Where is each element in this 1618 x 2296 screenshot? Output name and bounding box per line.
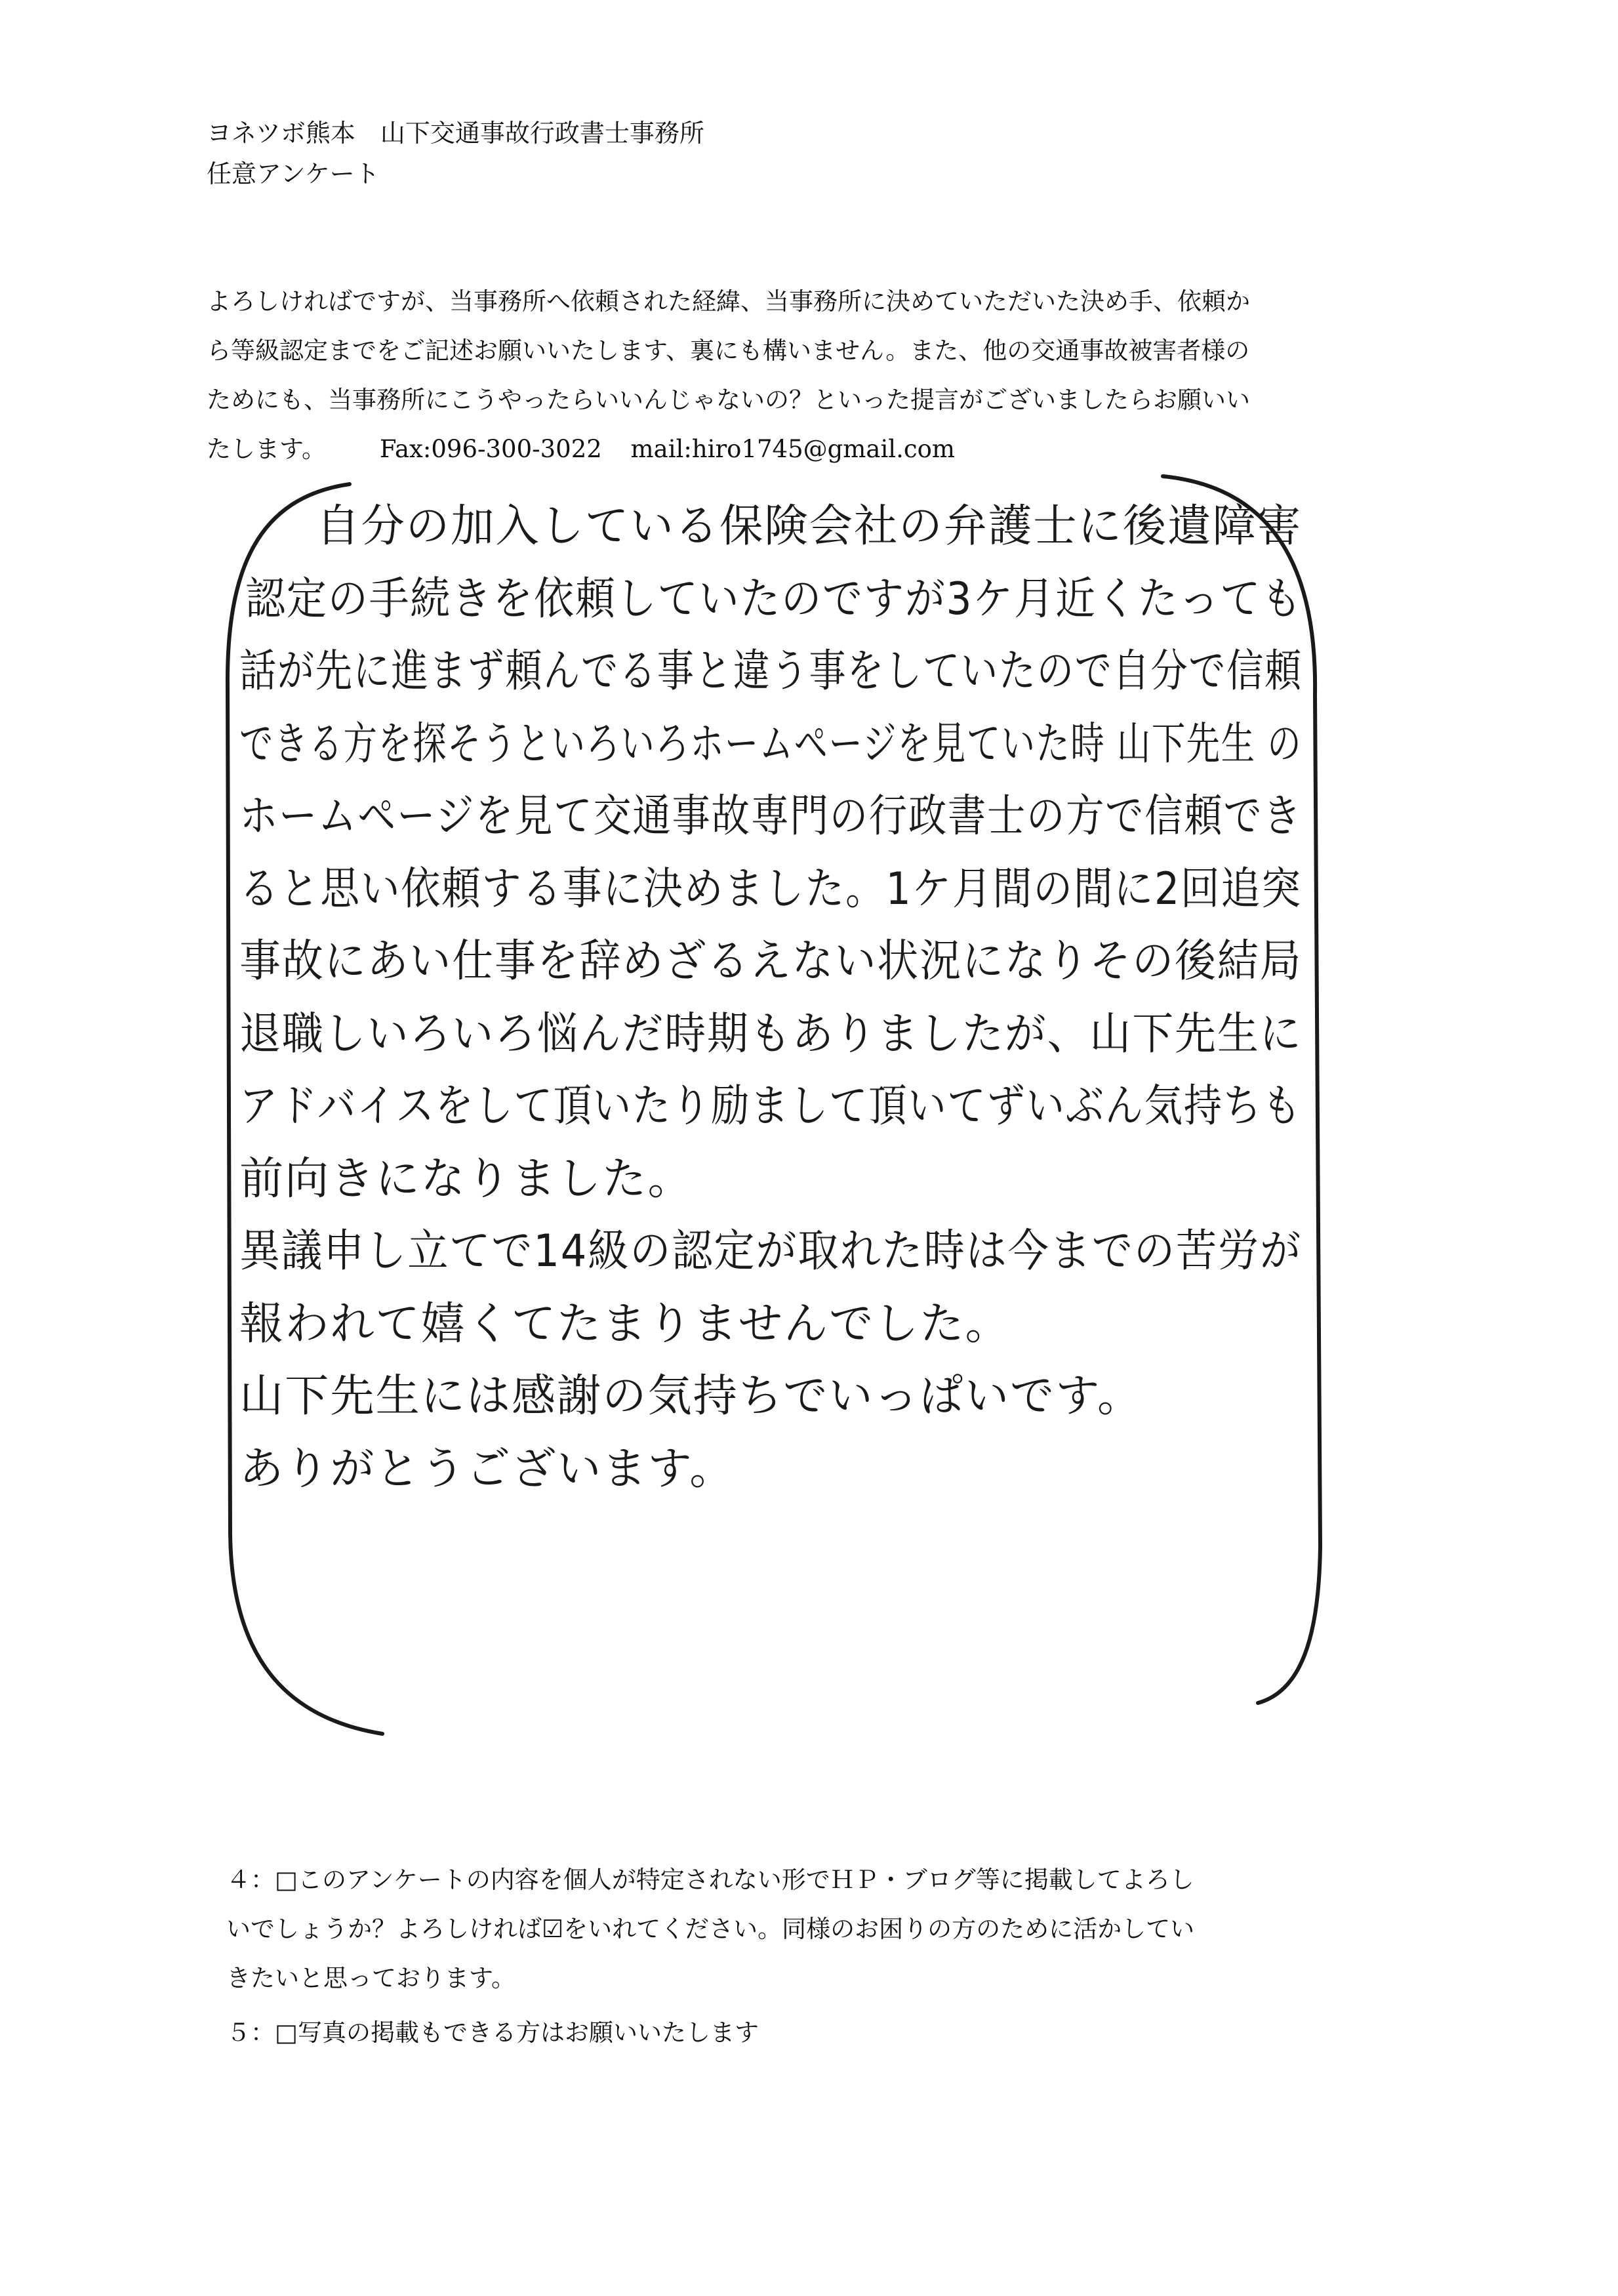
question-4-line: いでしょうか？よろしければ☑をいれてください。同様のお困りの方のために活かしてい [226,1915,1195,1943]
handwritten-response [239,491,1315,1506]
handwritten-line: 話が先に進まず頼んでる事と違う事をしていたので自分で信頼 [239,646,1303,697]
intro-line-end: たします。 [207,435,327,463]
handwritten-line: 前向きになりました。 [239,1153,693,1205]
intro-line: よろしければですが、当事務所へ依頼された経緯、当事務所に決めていただいた決め手、依頼か [207,287,1250,316]
intro-line-last [207,424,1433,474]
question-5: ５：□写真の掲載もできる方はお願いいたします [226,2019,759,2047]
handwritten-line: 認定の手続きを依頼していたのですが3ケ月近くたっても [245,573,1303,625]
intro-line: ら等級認定までをご記述お願いいたします、裏にも構いません。また、他の交通事故被害者様の [207,337,1250,365]
fax-number: Fax:096-300-3022 [379,435,602,463]
question-4-line: ４：□このアンケートの内容を個人が特定されない形でＨＰ・ブログ等に掲載してよろし [226,1866,1194,1894]
contact-info [380,424,955,474]
handwritten-line: 退職しいろいろ悩んだ時期もありましたが、山下先生に [239,1008,1303,1060]
document-header [207,113,704,194]
consent-questions [226,1855,1426,2057]
handwritten-line: 自分の加入している保険会社の弁護士に後遺障害 [316,501,1303,552]
office-title: ヨネツボ熊本 山下交通事故行政書士事務所 [207,119,704,148]
handwritten-line: アドバイスをして頂いたり励まして頂いてずいぶん気持ちも [239,1080,1302,1132]
handwritten-line: 事故にあい仕事を辞めざるえない状況になりその後結局 [239,935,1303,987]
handwritten-line: できる方を探そうといろいろホームページを見ていた時 山下先生 の [239,718,1303,770]
form-subtitle: 任意アンケート [207,159,380,188]
handwritten-line: ホームページを見て交通事故専門の行政書士の方で信頼でき [239,790,1303,842]
intro-line: ためにも、当事務所にこうやったらいいんじゃないの？といった提言がございましたらお願いい [207,386,1250,414]
email-address: mail:hiro1745@gmail.com [630,435,955,463]
handwritten-line: 山下先生には感謝の気持ちでいっぱいです。 [239,1370,1143,1422]
handwritten-line: 異議申し立てで14級の認定が取れた時は今までの苦労が [239,1225,1303,1277]
intro-paragraph [207,277,1433,474]
handwritten-line: ありがとうございます。 [239,1443,735,1495]
handwritten-line: 報われて嬉くてたまりませんでした。 [239,1298,1011,1350]
question-4-line: きたいと思っております。 [226,1964,516,1992]
handwritten-line: ると思い依頼する事に決めました。1ケ月間の間に2回追突 [239,863,1302,915]
